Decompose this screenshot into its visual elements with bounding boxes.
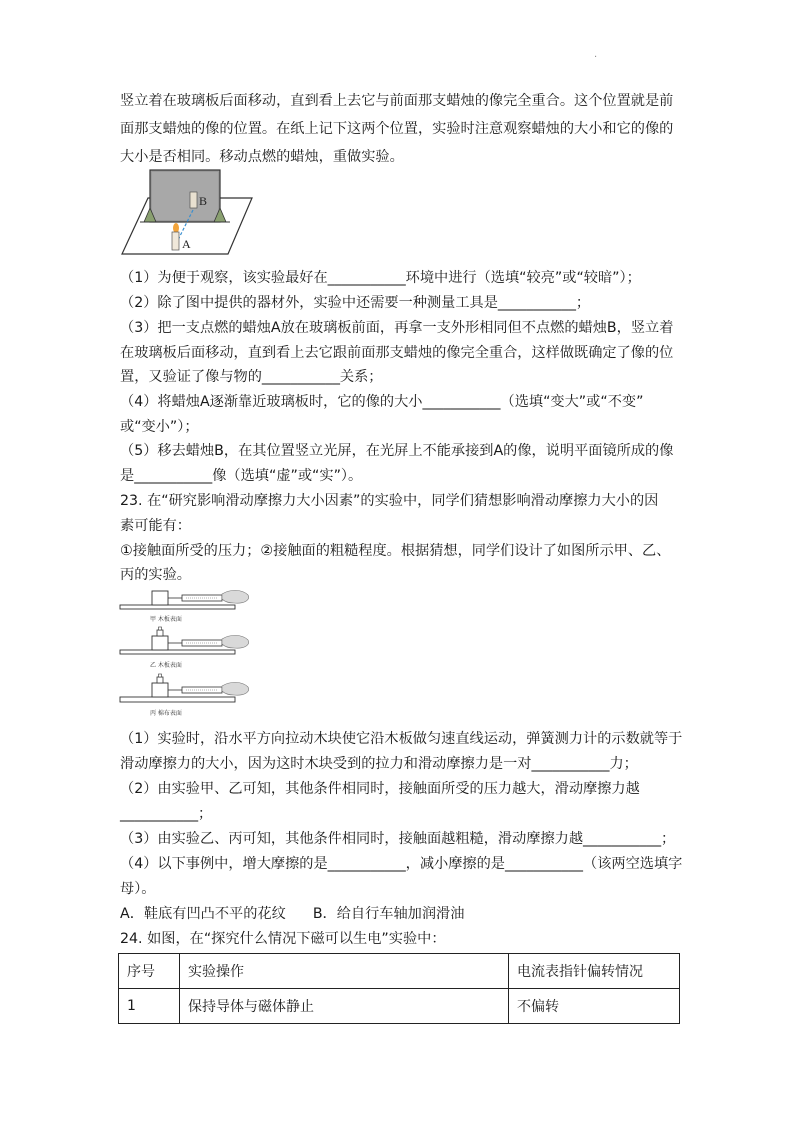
friction-experiment-figure (118, 585, 258, 720)
candle-b-label: B (199, 194, 208, 208)
q23-part-2b: ___________； (120, 806, 213, 822)
intro-line-3: 大小是否相同。移动点燃的蜡烛，重做实验。 (120, 149, 404, 165)
q23-part-1a: （1）实验时，沿水平方向拉动木块使它沿木板做匀速直线运动，弹簧测力计的示数就等于 (120, 731, 683, 747)
table-cell: 保持导体与磁体静止 (180, 989, 509, 1024)
q22-part-4b: 或“变小”）； (120, 419, 199, 435)
q23-part-4a: （4）以下事例中，增大摩擦的是___________，减小摩擦的是___________（该两空选填字 (120, 856, 683, 872)
q23-stem-4: 丙的实验。 (120, 567, 191, 583)
q22-part-5b: 是___________像（选填“虚”或“实”）。 (120, 468, 363, 484)
q22-part-2: （2）除了图中提供的器材外，实验中还需要一种测量工具是___________； (120, 295, 591, 311)
q23-part-3: （3）由实验乙、丙可知，其他条件相同时，接触面越粗糙，滑动摩擦力越___________； (120, 831, 676, 847)
q22-part-3b: 在玻璃板后面移动，直到看上去它跟前面那支蜡烛的像完全重合，这样做既确定了像的位 (120, 345, 674, 361)
q22-part-3a: （3）把一支点燃的蜡烛A放在玻璃板前面，再拿一支外形相同但不点燃的蜡烛B，竖立着 (120, 320, 674, 336)
candle-a-label: A (182, 237, 191, 251)
q23-stem-2: 素可能有： (120, 518, 191, 534)
corner-dot: · (594, 52, 598, 63)
q23-options: A．鞋底有凹凸不平的花纹 B．给自行车轴加润滑油 (120, 906, 465, 922)
header-cell: 序号 (119, 954, 180, 989)
q24-stem: 24. 如图，在“探究什么情况下磁可以生电”实验中： (120, 931, 446, 947)
header-cell: 实验操作 (180, 954, 509, 989)
q22-part-1: （1）为便于观察，该实验最好在___________环境中进行（选填“较亮”或“较暗”）； (120, 270, 641, 286)
q23-part-1b: 滑动摩擦力的大小，因为这时木块受到的拉力和滑动摩擦力是一对___________力； (120, 756, 638, 772)
q23-stem-1: 23. 在“研究影响滑动摩擦力大小因素”的实验中，同学们猜想影响滑动摩擦力大小的因 (120, 493, 659, 509)
intro-line-1: 竖立着在玻璃板后面移动，直到看上去它与前面那支蜡烛的像完全重合。这个位置就是前 (120, 93, 674, 109)
table-cell: 1 (119, 989, 180, 1024)
q23-stem-3: ①接触面所受的压力；②接触面的粗糙程度。根据猜想，同学们设计了如图所示甲、乙、 (120, 543, 671, 559)
header-cell: 电流表指针偏转情况 (509, 954, 680, 989)
q22-part-5a: （5）移去蜡烛B，在其位置竖立光屏，在光屏上不能承接到A的像，说明平面镜所成的像 (120, 443, 674, 459)
experiment-b-label: 乙 木板表面 (150, 662, 182, 669)
q22-part-3c: 置，又验证了像与物的___________关系； (120, 369, 383, 385)
q23-part-4b: 母）。 (120, 881, 156, 897)
intro-line-2: 面那支蜡烛的像的位置。在纸上记下这两个位置，实验时注意观察蜡烛的大小和它的像的 (120, 121, 674, 137)
table-header-row (119, 954, 680, 989)
q23-part-2a: （2）由实验甲、乙可知，其他条件相同时，接触面所受的压力越大，滑动摩擦力越 (120, 781, 640, 797)
mirror-experiment-figure (120, 168, 255, 260)
table-row (119, 989, 680, 1024)
table-cell: 不偏转 (509, 989, 680, 1024)
q24-table (118, 953, 680, 1024)
q22-part-4a: （4）将蜡烛A逐渐靠近玻璃板时，它的像的大小___________（选填“变大”或“不变” (120, 394, 644, 410)
experiment-c-label: 丙 棉布表面 (150, 710, 182, 717)
experiment-a-label: 甲 木板表面 (150, 616, 182, 623)
